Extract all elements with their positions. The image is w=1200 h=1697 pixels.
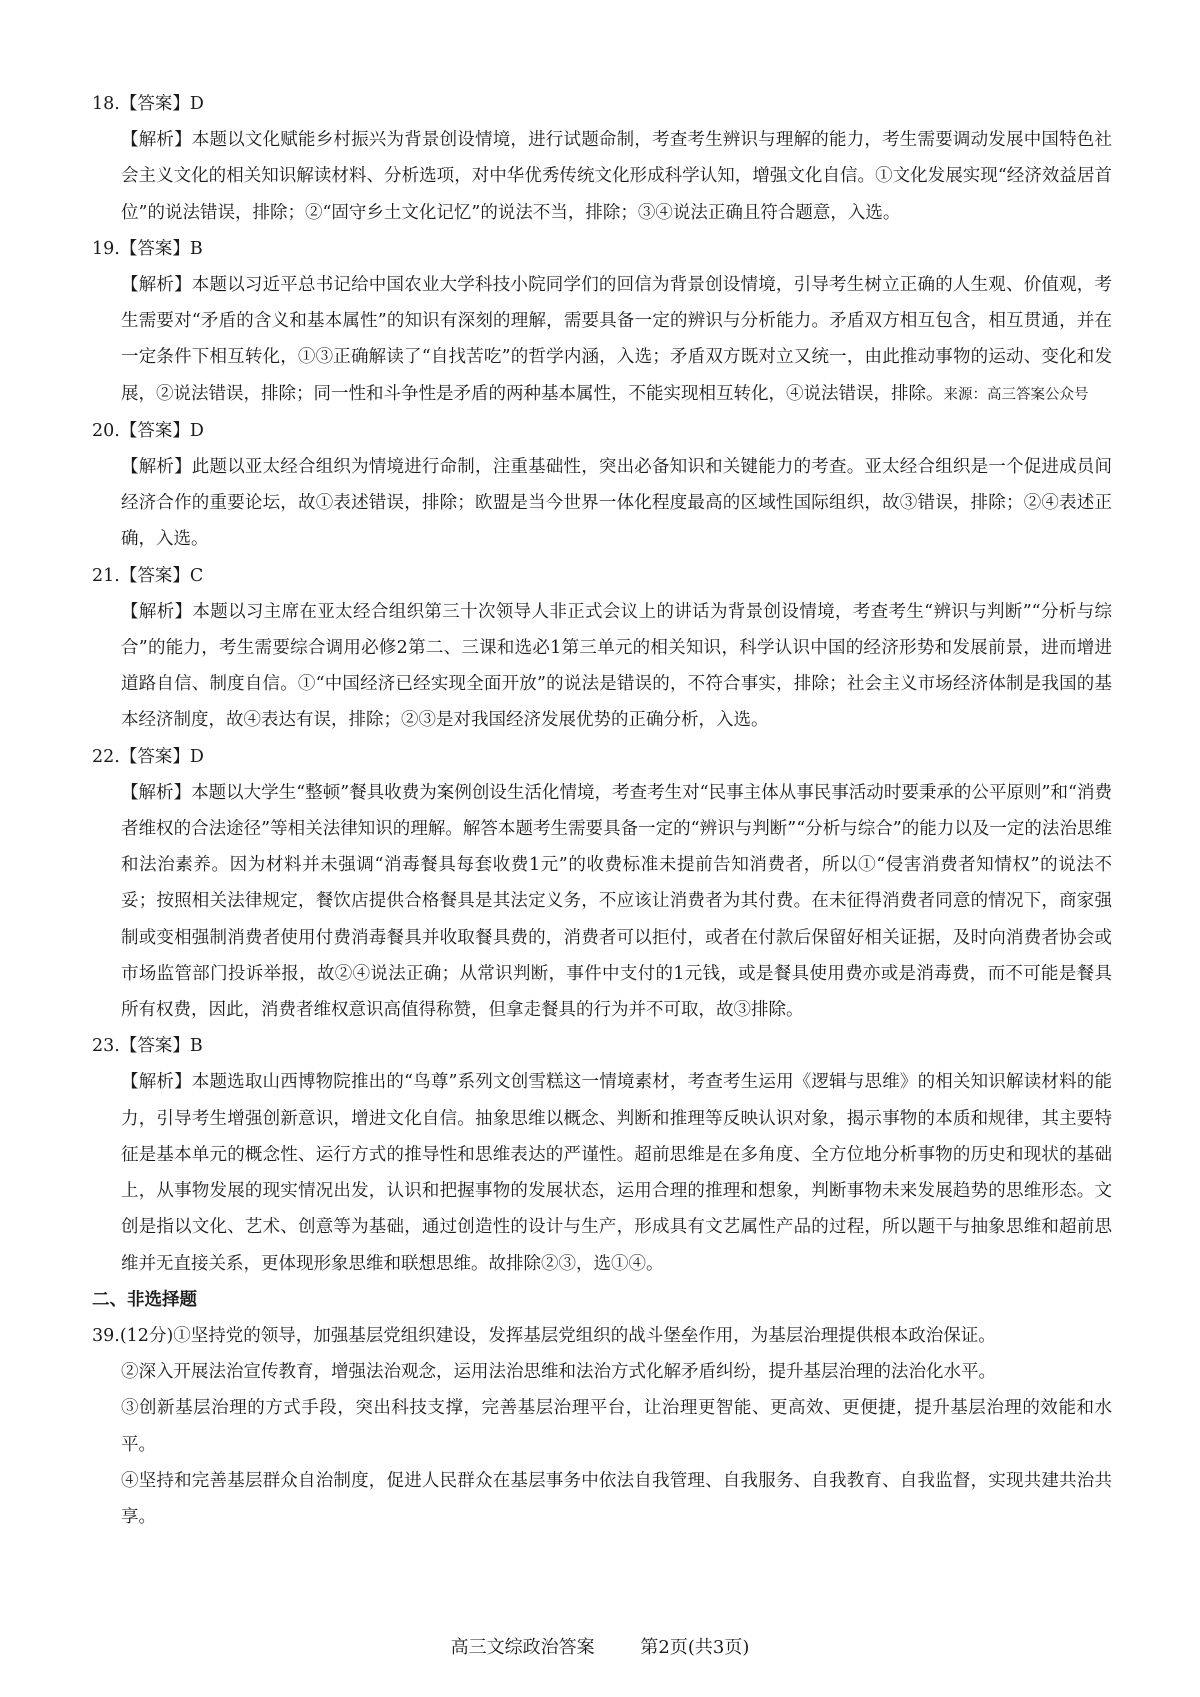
analysis-text: 【解析】本题选取山西博物院推出的“鸟尊”系列文创雪糕这一情境素材，考查考生运用《逻辑与思维》的相关知识解读材料的能力，引导考生增强创新意识，增进文化自信。抽象思维以概念、判断和推理等反映认识对象，揭示事物的本质和规律，其主要特征是基本单元的概念性、运行方式的推导性和思维表达的严谨性。超前思维是在多角度、全方位地分析事物的历史和现状的基础上，从事物发展的现实情况出发，认识和把握事物的发展状态，运用合理的推理和想象，判断事物未来发展趋势的思维形态。文创是指以文化、艺术、创意等为基础，通过创造性的设计与生产，形成具有文艺属性产品的过程，所以题干与抽象思维和超前思维并无直接关系，更体现形象思维和联想思维。故排除②③，选①④。 xyxy=(121,1072,1112,1274)
page-footer xyxy=(0,1633,1200,1659)
answer-label: 【答案】 xyxy=(119,1036,190,1057)
answer-label: 【答案】 xyxy=(119,94,190,114)
question-number: 23. xyxy=(92,1036,120,1057)
question-18 xyxy=(92,86,1112,231)
answer-value: D xyxy=(189,746,204,767)
answer-content xyxy=(92,86,1112,1535)
question-number: 19. xyxy=(92,238,120,259)
question-number: 18. xyxy=(92,94,120,114)
analysis-text: 【解析】本题以文化赋能乡村振兴为背景创设情境，进行试题命制，考查考生辨识与理解的能力，考生需要调动发展中国特色社会主义文化的相关知识解读材料、分析选项，对中华优秀传统文化形成科学认知，增强文化自信。①文化发展实现“经济效益居首位”的说法错误，排除；②“固守乡土文化记忆”的说法不当，排除；③④说法正确且符合题意，入选。 xyxy=(121,130,1112,223)
answer-line xyxy=(92,231,1112,267)
question-39-point-2: ②深入开展法治宣传教育，增强法治观念，运用法治思维和法治方式化解矛盾纠纷，提升基层治理的法治化水平。 xyxy=(121,1362,996,1383)
question-number: 20. xyxy=(92,420,120,441)
analysis-text: 【解析】本题以习主席在亚太经合组织第三十次领导人非正式会议上的讲话为背景创设情境，考查考生“辨识与判断”“分析与综合”的能力，考生需要综合调用必修2第二、三课和选必1第三单元的相关知识，科学认识中国的经济形势和发展前景，进而增进道路自信、制度自信。①“中国经济已经实现全面开放”的说法是错误的，不符合事实，排除；社会主义市场经济体制是我国的基本经济制度，故④表达有误，排除；②③是对我国经济发展优势的正确分析，入选。 xyxy=(121,601,1112,731)
answer-value: C xyxy=(189,565,204,586)
section-title: 二、非选择题 xyxy=(92,1289,197,1310)
question-22 xyxy=(92,739,1112,1029)
answer-line xyxy=(92,86,1112,122)
point-text: ①坚持党的领导，加强基层党组织建设，发挥基层党组织的战斗堡垒作用，为基层治理提供根本政治保证。 xyxy=(173,1325,996,1346)
question-score: (12分) xyxy=(119,1325,174,1346)
question-number: 39. xyxy=(92,1325,120,1346)
analysis-paragraph xyxy=(121,267,1112,413)
answer-value: B xyxy=(189,1036,203,1057)
answer-label: 【答案】 xyxy=(119,238,190,259)
footer-title: 高三文综政治答案 xyxy=(450,1637,595,1658)
analysis-text: 【解析】本题以大学生“整顿”餐具收费为案例创设生活化情境，考查考生对“民事主体从事民事活动时要秉承的公平原则”和“消费者维权的合法途径”等相关法律知识的理解。解答本题考生需要具备一定的“辨识与判断”“分析与综合”的能力以及一定的法治思维和法治素养。因为材料并未强调“消毒餐具每套收费1元”的收费标准未提前告知消费者，所以①“侵害消费者知情权”的说法不妥；按照相关法律规定，餐饮店提供合格餐具是其法定义务，不应该让消费者为其付费。在未征得消费者同意的情况下，商家强制或变相强制消费者使用付费消毒餐具并收取餐具费的，消费者可以拒付，或者在付款后保留好相关证据，及时向消费者协会或市场监管部门投诉举报，故②④说法正确；从常识判断，事件中支付的1元钱，或是餐具使用费亦或是消毒费，而不可能是餐具所有权费，因此，消费者维权意识高值得称赞，但拿走餐具的行为并不可取，故③排除。 xyxy=(121,782,1112,1021)
answer-value: D xyxy=(189,420,204,441)
answer-label: 【答案】 xyxy=(119,565,190,586)
answer-label: 【答案】 xyxy=(119,746,190,767)
question-19 xyxy=(92,231,1112,413)
answer-line xyxy=(92,558,1112,594)
question-23 xyxy=(92,1028,1112,1281)
answer-line xyxy=(92,1028,1112,1064)
answer-line xyxy=(92,739,1112,775)
question-21 xyxy=(92,558,1112,739)
question-39-point-1 xyxy=(92,1318,1112,1354)
answer-value: D xyxy=(189,94,204,114)
analysis-text: 【解析】此题以亚太经合组织为情境进行命制，注重基础性，突出必备知识和关键能力的考查。亚太经合组织是一个促进成员间经济合作的重要论坛，故①表述错误，排除；欧盟是当今世界一体化程度最高的区域性国际组织，故③错误，排除；②④表述正确，入选。 xyxy=(121,457,1112,550)
source-note: 来源：高三答案公众号 xyxy=(943,386,1089,403)
question-20 xyxy=(92,413,1112,558)
question-39-point-4: ④坚持和完善基层群众自治制度，促进人民群众在基层事务中依法自我管理、自我服务、自我教育、自我监督，实现共建共治共享。 xyxy=(121,1470,1112,1527)
question-number: 21. xyxy=(92,565,120,586)
answer-value: B xyxy=(189,238,203,259)
question-number: 22. xyxy=(92,746,120,767)
question-39 xyxy=(92,1318,1112,1535)
analysis-text: 【解析】本题以习近平总书记给中国农业大学科技小院同学们的回信为背景创设情境，引导考生树立正确的人生观、价值观，考生需要对“矛盾的含义和基本属性”的知识有深刻的理解，需要具备一定的辨识与分析能力。矛盾双方相互包含，相互贯通，并在一定条件下相互转化，①③正确解读了“自找苦吃”的哲学内涵，入选；矛盾双方既对立又统一，由此推动事物的运动、变化和发展，②说法错误，排除；同一性和斗争性是矛盾的两种基本属性，不能实现相互转化，④说法错误，排除。 xyxy=(121,275,1112,404)
answer-label: 【答案】 xyxy=(119,420,190,441)
answer-line xyxy=(92,413,1112,449)
question-39-point-3: ③创新基层治理的方式手段，突出科技支撑，完善基层治理平台，让治理更智能、更高效、更便捷，提升基层治理的效能和水平。 xyxy=(121,1398,1112,1455)
footer-page-number: 第2页(共3页) xyxy=(640,1637,750,1658)
